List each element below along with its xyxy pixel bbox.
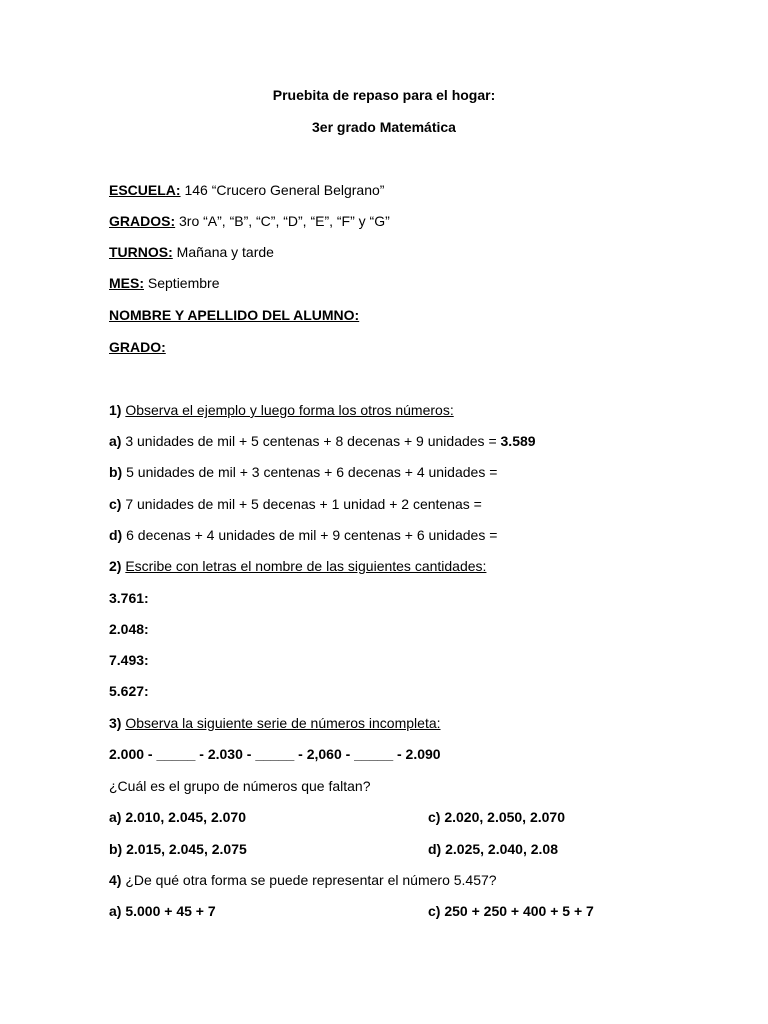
escuela-value: 146 “Crucero General Belgrano” — [180, 182, 385, 198]
q4-option-c: c) 250 + 250 + 400 + 5 + 7 — [428, 903, 594, 919]
grados-value: 3ro “A”, “B”, “C”, “D”, “E”, “F” y “G” — [175, 213, 390, 229]
q1-item-d — [109, 526, 497, 544]
q3-number: 3) — [109, 715, 122, 731]
q1-item-label: b) — [109, 464, 123, 480]
q1-item-b — [109, 463, 497, 481]
q2-item: 5.627: — [109, 683, 149, 699]
q3-option-b: b) 2.015, 2.045, 2.075 — [109, 841, 247, 857]
q1-item-label: c) — [109, 496, 122, 512]
turnos-value: Mañana y tarde — [172, 244, 274, 260]
q1-item-label: d) — [109, 527, 123, 543]
q4-question: ¿De qué otra forma se puede representar el número 5.457? — [121, 872, 497, 888]
mes-value: Septiembre — [144, 275, 220, 291]
grados-label: GRADOS: — [109, 213, 176, 229]
q2-instruction: Escribe con letras el nombre de las siguientes cantidades: — [125, 558, 487, 574]
grado-label: GRADO: — [109, 339, 166, 355]
q1-item-label: a) — [109, 433, 122, 449]
turnos-line — [109, 243, 274, 261]
q1-item-text: 3 unidades de mil + 5 centenas + 8 decenas + 9 unidades = — [121, 433, 501, 449]
q3-question: ¿Cuál es el grupo de números que faltan? — [109, 778, 371, 794]
q1-item-c — [109, 495, 482, 513]
q4-number: 4) — [109, 872, 122, 888]
mes-label: MES: — [109, 275, 144, 291]
q1-item-answer: 3.589 — [500, 433, 536, 449]
document-title: Pruebita de repaso para el hogar: — [272, 87, 496, 103]
document-subtitle: 3er grado Matemática — [312, 119, 456, 135]
grados-line — [109, 212, 390, 230]
q4-option-a: a) 5.000 + 45 + 7 — [109, 903, 216, 919]
mes-line — [109, 274, 219, 292]
q2-item: 2.048: — [109, 621, 149, 637]
q3-series: 2.000 - _____ - 2.030 - _____ - 2,060 - _____ - 2.090 — [109, 746, 441, 762]
q3-instruction: Observa la siguiente serie de números incompleta: — [125, 715, 441, 731]
q1-number: 1) — [109, 402, 122, 418]
q3-option-a: a) 2.010, 2.045, 2.070 — [109, 809, 246, 825]
escuela-line — [109, 181, 384, 199]
q1-item-text: 6 decenas + 4 unidades de mil + 9 centenas + 6 unidades = — [122, 527, 498, 543]
q1-item-a — [109, 432, 536, 450]
q1-item-text: 7 unidades de mil + 5 decenas + 1 unidad + 2 centenas = — [121, 496, 482, 512]
q3-option-c: c) 2.020, 2.050, 2.070 — [428, 809, 565, 825]
q1-heading — [109, 401, 454, 419]
q2-item: 7.493: — [109, 652, 149, 668]
q2-number: 2) — [109, 558, 122, 574]
escuela-label: ESCUELA: — [109, 182, 181, 198]
q3-option-d: d) 2.025, 2.040, 2.08 — [428, 841, 558, 857]
q2-item: 3.761: — [109, 590, 149, 606]
turnos-label: TURNOS: — [109, 244, 173, 260]
q1-instruction: Observa el ejemplo y luego forma los otros números: — [125, 402, 454, 418]
q2-heading — [109, 557, 486, 575]
q4-heading — [109, 871, 497, 889]
q1-item-text: 5 unidades de mil + 3 centenas + 6 decenas + 4 unidades = — [122, 464, 498, 480]
nombre-label: NOMBRE Y APELLIDO DEL ALUMNO: — [109, 307, 360, 323]
q3-heading — [109, 714, 441, 732]
